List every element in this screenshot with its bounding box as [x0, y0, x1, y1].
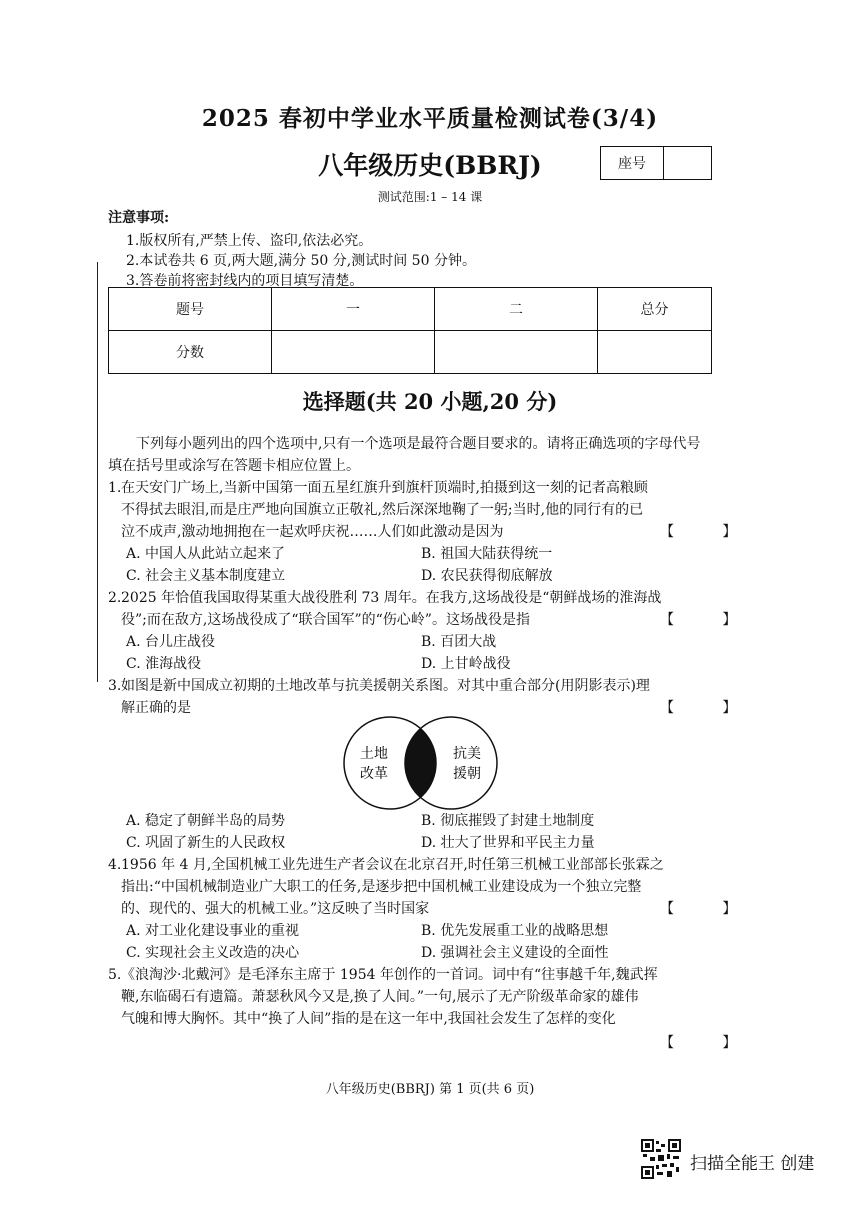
question-number: 3.: [108, 678, 122, 694]
question-text: 泣不成声,激动地拥抱在一起欢呼庆祝……人们如此激动是因为: [121, 524, 504, 540]
score-cell[interactable]: [272, 331, 435, 374]
option-c[interactable]: C. 社会主义基本制度建立: [126, 568, 286, 584]
scanner-watermark: 扫描全能王 创建: [690, 1154, 815, 1174]
question-text: 指出:“中国机械制造业广大职工的任务,是逐步把中国机械工业建设成为一个独立完整: [121, 879, 642, 895]
score-table: [108, 287, 712, 374]
option-a[interactable]: A. 中国人从此站立起来了: [126, 546, 286, 562]
question-text: 不得拭去眼泪,而是庄严地向国旗立正敬礼,然后深深地鞠了一躬;当时,他的同行有的已: [121, 502, 644, 518]
question-number: 1.: [108, 480, 122, 496]
question-number: 2.: [108, 590, 122, 606]
option-d[interactable]: D. 强调社会主义建设的全面性: [421, 945, 609, 961]
option-d[interactable]: D. 壮大了世界和平民主力量: [421, 835, 595, 851]
table-row-label: 分数: [109, 331, 272, 374]
notice-title: 注意事项:: [108, 210, 170, 226]
notice-item: 1.版权所有,严禁上传、盗印,依法必究。: [126, 233, 373, 249]
answer-bracket[interactable]: 【 】: [660, 700, 759, 716]
answer-bracket[interactable]: 【 】: [660, 1035, 759, 1051]
question-text: 2025 年恰值我国取得某重大战役胜利 73 周年。在我方,这场战役是“朝鲜战场的淮海战: [121, 590, 662, 606]
question-text: 鞭,东临碣石有遗篇。萧瑟秋风今又是,换了人间。”一句,展示了无产阶级革命家的雄伟: [121, 989, 639, 1005]
option-b[interactable]: B. 百团大战: [421, 634, 497, 650]
question-text: 役”;而在敌方,这场战役成了“联合国军”的“伤心岭”。这场战役是指: [121, 612, 530, 628]
test-scope: 测试范围:1 – 14 课: [377, 190, 483, 204]
option-c[interactable]: C. 实现社会主义改造的决心: [126, 945, 300, 961]
option-b[interactable]: B. 彻底摧毁了封建土地制度: [421, 813, 595, 829]
table-header: 二: [435, 288, 598, 331]
venn-diagram: [330, 712, 520, 814]
table-header: 一: [272, 288, 435, 331]
option-a[interactable]: A. 稳定了朝鲜半岛的局势: [126, 813, 286, 829]
answer-bracket[interactable]: 【 】: [660, 901, 759, 917]
answer-bracket[interactable]: 【 】: [660, 524, 759, 540]
seat-number-box[interactable]: [600, 146, 712, 180]
question-text: 1956 年 4 月,全国机械工业先进生产者会议在北京召开,时任第三机械工业部部长张霖之: [121, 857, 664, 873]
question-text: 《浪淘沙·北戴河》是毛泽东主席于 1954 年创作的一首词。词中有“往事越千年,魏武挥: [121, 967, 658, 983]
qr-code-icon: [641, 1139, 681, 1179]
question-text: 在天安门广场上,当新中国第一面五星红旗升到旗杆顶端时,拍摄到这一刻的记者高粮顾: [121, 480, 648, 496]
notice-item: 2.本试卷共 6 页,两大题,满分 50 分,测试时间 50 分钟。: [126, 253, 476, 269]
venn-left-label: 土地: [360, 746, 388, 762]
notice-item: 3.答卷前将密封线内的项目填写清楚。: [126, 273, 364, 289]
page-footer: 八年级历史(BBRJ) 第 1 页(共 6 页): [325, 1082, 535, 1097]
binding-line: [97, 262, 98, 682]
score-cell[interactable]: [598, 331, 712, 374]
venn-right-label: 援朝: [453, 766, 481, 782]
option-a[interactable]: A. 对工业化建设事业的重视: [126, 923, 300, 939]
option-d[interactable]: D. 农民获得彻底解放: [421, 568, 553, 584]
question-number: 5.: [108, 967, 122, 983]
question-text: 如图是新中国成立初期的土地改革与抗美援朝关系图。对其中重合部分(用阴影表示)理: [121, 678, 650, 694]
section-title: 选择题(共 20 小题,20 分): [302, 389, 558, 414]
option-a[interactable]: A. 台儿庄战役: [126, 634, 216, 650]
question-number: 4.: [108, 857, 122, 873]
option-b[interactable]: B. 祖国大陆获得统一: [421, 546, 553, 562]
option-b[interactable]: B. 优先发展重工业的战略思想: [421, 923, 609, 939]
table-row: [109, 288, 712, 331]
question-text: 气魄和博大胸怀。其中“换了人间”指的是在这一年中,我国社会发生了怎样的变化: [121, 1011, 616, 1027]
table-header: 总分: [598, 288, 712, 331]
option-d[interactable]: D. 上甘岭战役: [421, 656, 511, 672]
score-cell[interactable]: [435, 331, 598, 374]
table-row: [109, 331, 712, 374]
venn-right-label: 抗美: [453, 746, 481, 762]
exam-title: 2025 春初中学业水平质量检测试卷(3/4): [201, 105, 659, 132]
table-header: 题号: [109, 288, 272, 331]
answer-bracket[interactable]: 【 】: [660, 612, 759, 628]
option-c[interactable]: C. 淮海战役: [126, 656, 202, 672]
question-text: 的、现代的、强大的机械工业。”这反映了当时国家: [121, 901, 430, 917]
question-text: 解正确的是: [121, 700, 191, 716]
venn-left-label: 改革: [360, 766, 388, 782]
option-c[interactable]: C. 巩固了新生的人民政权: [126, 835, 286, 851]
seat-label: 座号: [601, 147, 664, 179]
section-instructions: 下列每小题列出的四个选项中,只有一个选项是最符合题目要求的。请将正确选项的字母代号填在括号里或涂写在答题卡相应位置上。: [108, 436, 701, 474]
exam-subtitle: 八年级历史(BBRJ): [318, 151, 542, 180]
